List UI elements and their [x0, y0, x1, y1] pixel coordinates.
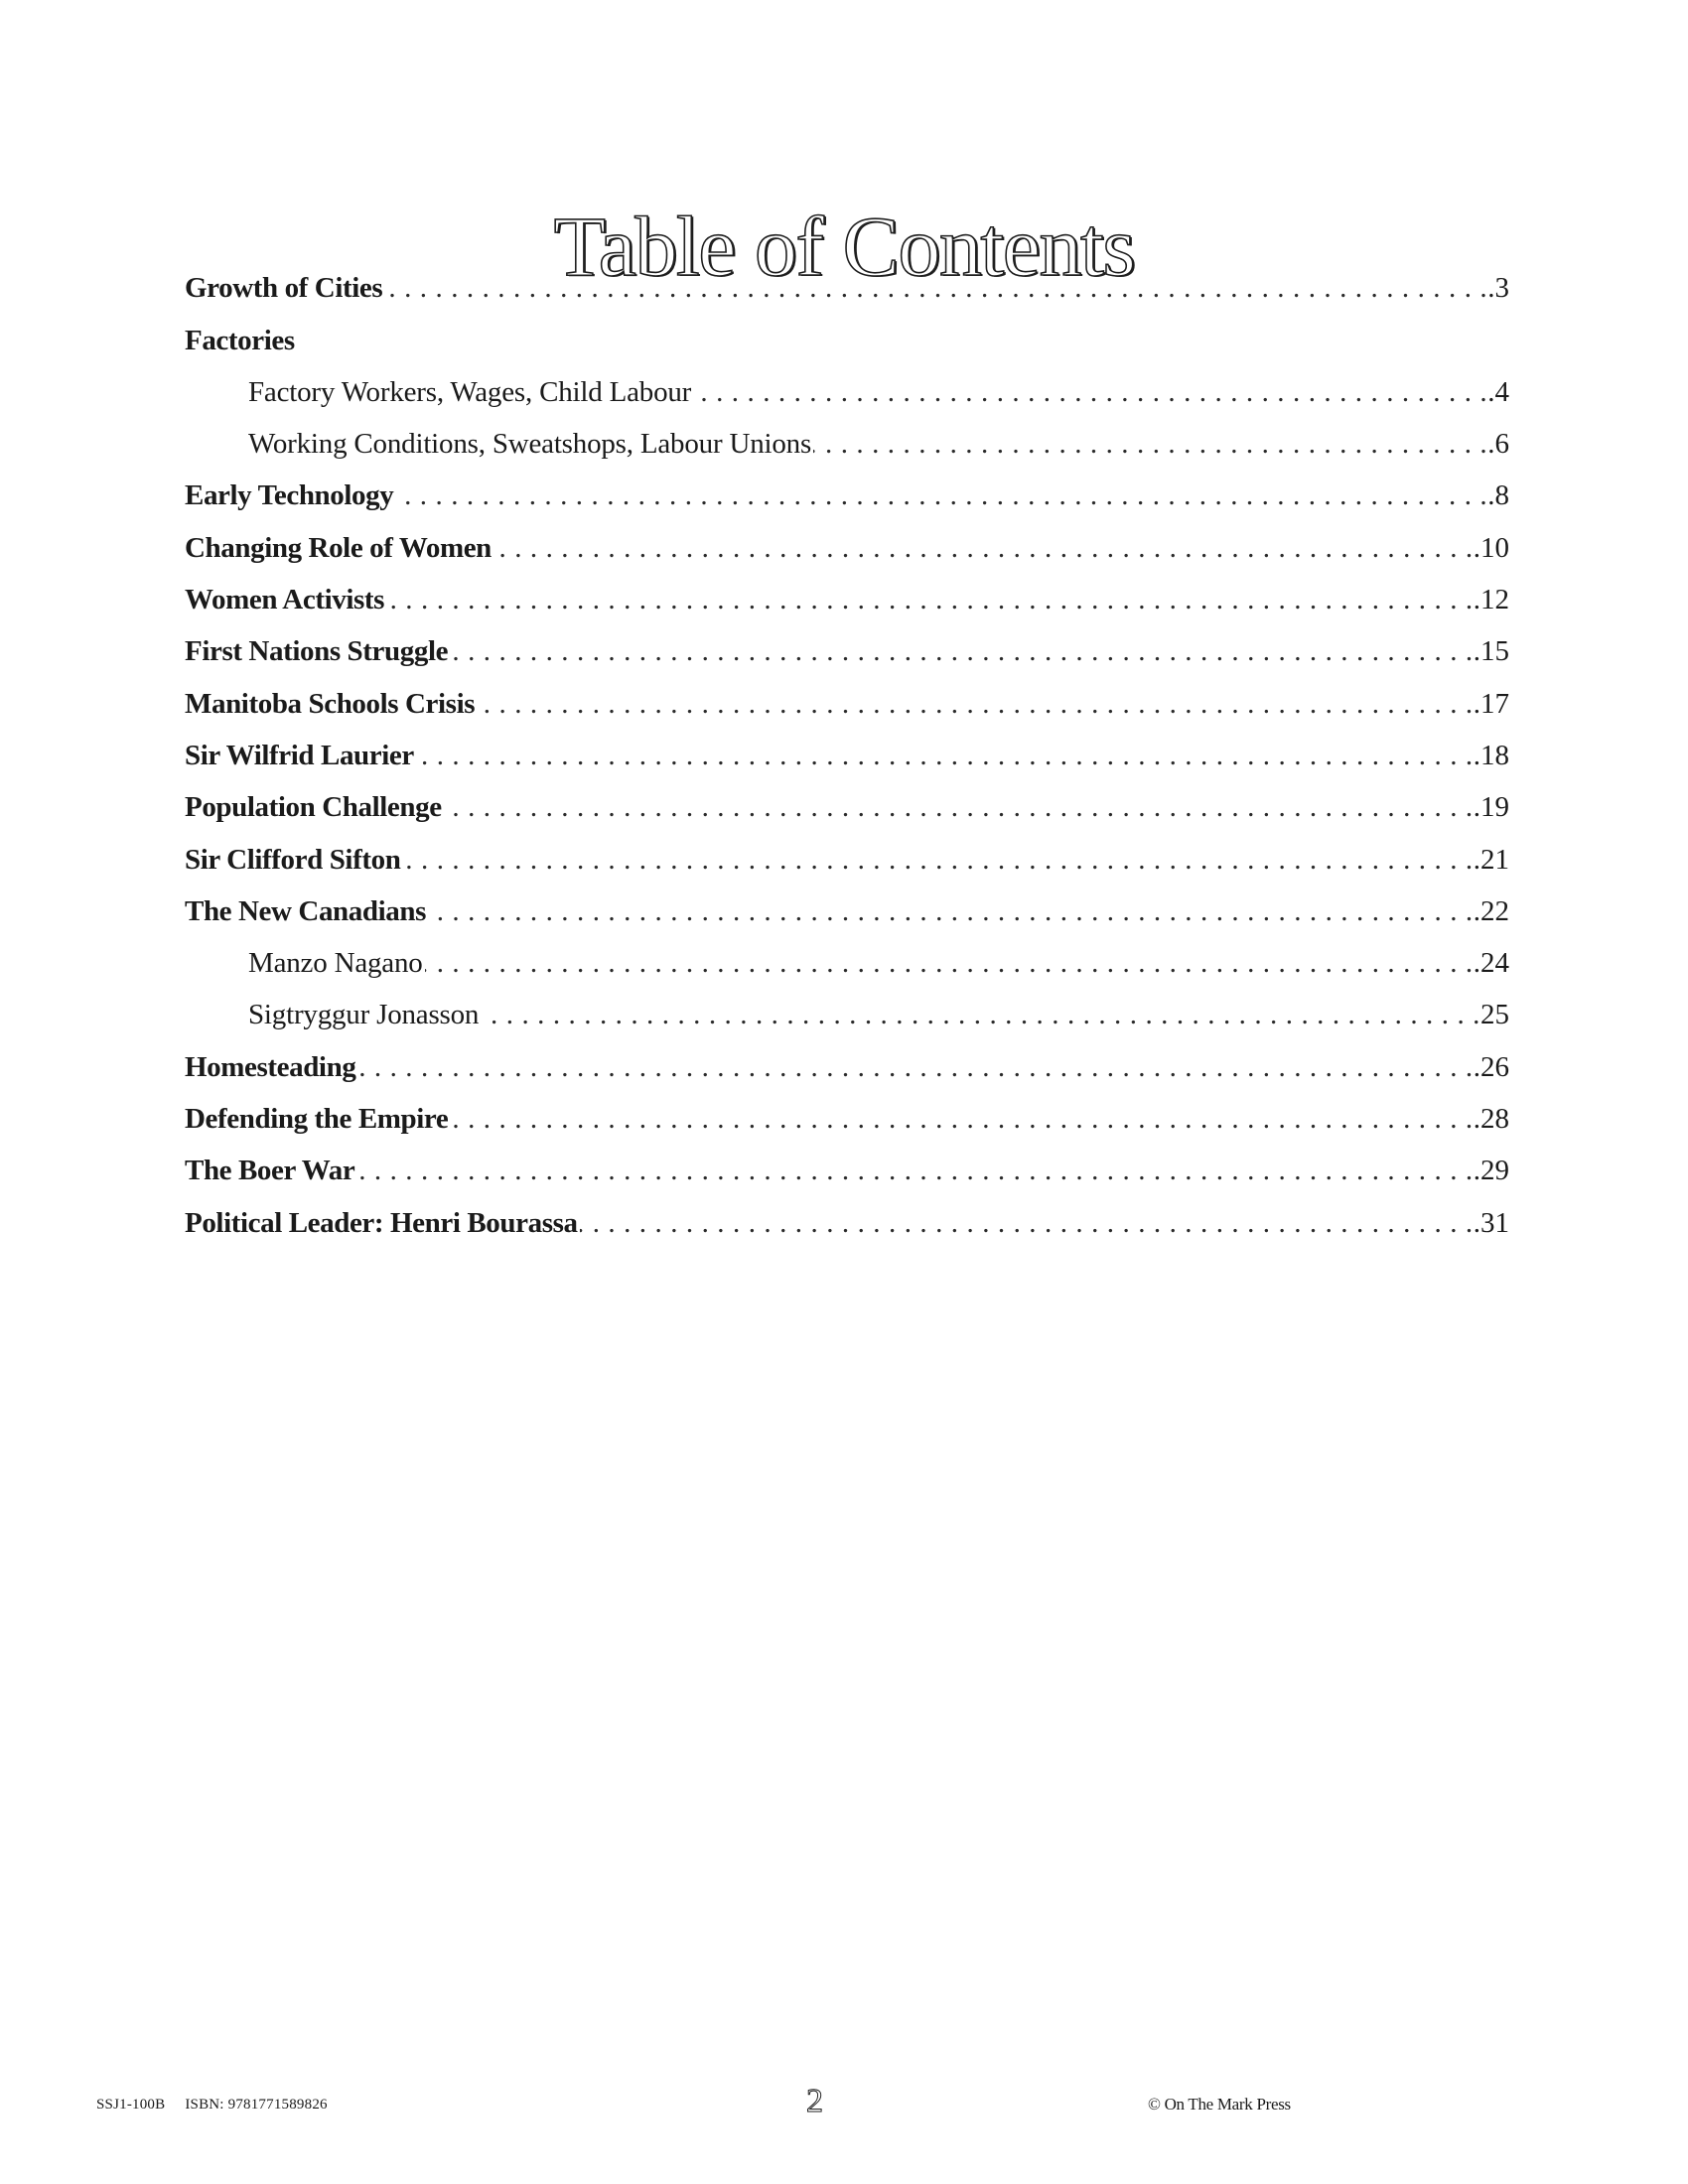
toc-entry[interactable]	[185, 256, 1509, 308]
toc-entry[interactable]	[185, 619, 1509, 671]
toc-entry-title: Political Leader: Henri Bourassa	[185, 1206, 578, 1239]
toc-entry[interactable]	[185, 775, 1509, 827]
dot-leader	[450, 1099, 1473, 1139]
toc-entry-title: Manitoba Schools Crisis	[185, 687, 476, 720]
toc-entry-title: Growth of Cities	[185, 272, 383, 305]
toc-entry[interactable]	[185, 568, 1509, 619]
toc-entry[interactable]	[185, 880, 1509, 931]
toc-entry-title: Sir Clifford Sifton	[185, 843, 401, 876]
dot-leader	[425, 943, 1474, 983]
toc-entry-page: . 6	[1487, 424, 1509, 464]
toc-entry-page: . 17	[1474, 684, 1509, 724]
dot-leader	[580, 1203, 1474, 1243]
toc-entry[interactable]	[185, 412, 1509, 464]
toc-entry[interactable]	[185, 360, 1509, 412]
page-title: Table of Contents	[553, 198, 1135, 294]
toc-entry[interactable]	[185, 671, 1509, 723]
toc-entry[interactable]	[185, 1034, 1509, 1086]
dot-leader	[357, 1047, 1473, 1087]
toc-entry-page: . 28	[1474, 1099, 1509, 1139]
dot-leader	[416, 736, 1474, 775]
toc-entry-page: . 4	[1487, 372, 1509, 412]
toc-entry-title: Changing Role of Women	[185, 531, 492, 564]
toc-entry-page: . 29	[1474, 1151, 1509, 1190]
toc-entry-page: . 26	[1474, 1047, 1509, 1087]
isbn: ISBN: 9781771589826	[185, 2097, 328, 2113]
page-number: 2	[806, 2083, 823, 2119]
toc-entry-page: . 8	[1487, 476, 1509, 515]
dot-leader	[428, 891, 1474, 931]
dot-leader	[444, 787, 1474, 827]
dot-leader	[384, 268, 1487, 308]
toc-entry[interactable]	[185, 724, 1509, 775]
toc-entry-title: Women Activists	[185, 584, 385, 616]
toc-entry-page: . 21	[1474, 840, 1509, 880]
product-code: SSJ1-100B	[96, 2097, 166, 2113]
toc-entry-page: . 15	[1474, 631, 1509, 671]
toc-entry-title: Sigtryggur Jonasson	[248, 999, 480, 1031]
toc-entry-page: . 3	[1487, 268, 1509, 308]
footer-product-info	[96, 2097, 328, 2114]
toc-section-heading	[185, 308, 1509, 359]
toc-entry-title: The Boer War	[185, 1155, 355, 1187]
toc-entry-title: Factory Workers, Wages, Child Labour	[248, 375, 692, 408]
toc-entry-title: First Nations Struggle	[185, 635, 449, 668]
toc-entry[interactable]	[185, 1139, 1509, 1190]
toc-entry[interactable]	[185, 983, 1509, 1034]
toc-entry[interactable]	[185, 464, 1509, 515]
toc-entry-title: Sir Wilfrid Laurier	[185, 739, 414, 771]
dot-leader	[450, 631, 1474, 671]
toc-entry-title: Population Challenge	[185, 791, 442, 824]
toc-entry[interactable]	[185, 931, 1509, 983]
toc-entry-page: . 10	[1474, 528, 1509, 568]
dot-leader	[402, 840, 1473, 880]
dot-leader	[493, 528, 1474, 568]
dot-leader	[395, 476, 1487, 515]
dot-leader	[813, 424, 1487, 464]
toc-entry-title: Homesteading	[185, 1050, 356, 1083]
copyright: © On The Mark Press	[1148, 2095, 1291, 2114]
toc-entry-title: The New Canadians	[185, 894, 426, 927]
toc-entry-page: . 19	[1474, 787, 1509, 827]
toc-entry-page: . 18	[1474, 736, 1509, 775]
toc-entry-title: Early Technology	[185, 479, 394, 512]
toc-entry-page: . 31	[1474, 1203, 1509, 1243]
toc-entry-title: Factories	[185, 324, 295, 356]
dot-leader	[481, 995, 1480, 1034]
toc-entry-title: Manzo Nagano	[248, 947, 423, 980]
dot-leader	[477, 684, 1474, 724]
toc-entry-page: . 22	[1474, 891, 1509, 931]
toc-entry-page: 25	[1480, 999, 1509, 1031]
toc-entry[interactable]	[185, 827, 1509, 879]
toc-entry-page: . 12	[1474, 580, 1509, 619]
toc-entry[interactable]	[185, 515, 1509, 567]
toc-entry-title: Working Conditions, Sweatshops, Labour Unions	[248, 428, 812, 461]
dot-leader	[356, 1151, 1473, 1190]
table-of-contents	[185, 256, 1509, 1243]
toc-entry[interactable]	[185, 1087, 1509, 1139]
toc-entry[interactable]	[185, 1190, 1509, 1242]
dot-leader	[693, 372, 1487, 412]
toc-entry-page: . 24	[1474, 943, 1509, 983]
toc-entry-title: Defending the Empire	[185, 1103, 449, 1136]
dot-leader	[386, 580, 1474, 619]
